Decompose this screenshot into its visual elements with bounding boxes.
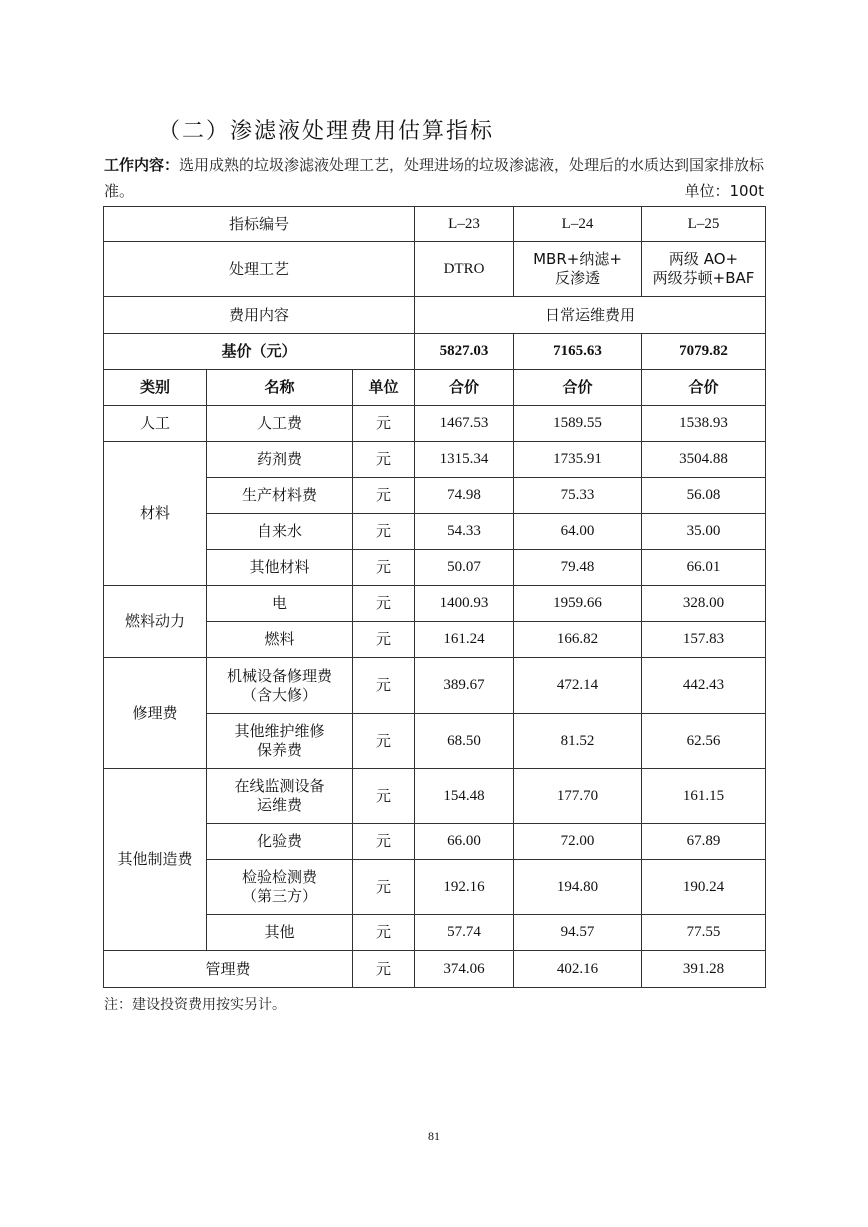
value-cell: 66.01 (642, 550, 766, 586)
item-name: 检验检测费 （第三方） (207, 860, 353, 915)
value-cell: 72.00 (514, 824, 642, 860)
base-price-cell: 7165.63 (514, 334, 642, 370)
management-row (104, 951, 766, 988)
table-body (104, 207, 766, 988)
item-name: 机械设备修理费 （含大修） (207, 658, 353, 714)
process-row (104, 242, 766, 297)
category-cell: 人工 (104, 406, 207, 442)
base-price-cell: 7079.82 (642, 334, 766, 370)
work-content-label: 工作内容： (104, 156, 180, 174)
process-cell: DTRO (415, 242, 514, 297)
item-unit: 元 (353, 860, 415, 915)
value-cell: 328.00 (642, 586, 766, 622)
item-unit: 元 (353, 442, 415, 478)
cost-content-label: 费用内容 (104, 297, 415, 334)
unit-label: 单位：100t (684, 182, 764, 200)
value-cell: 1400.93 (415, 586, 514, 622)
item-name: 自来水 (207, 514, 353, 550)
item-unit: 元 (353, 769, 415, 824)
col-header-name: 名称 (207, 370, 353, 406)
cost-content-value: 日常运维费用 (415, 297, 766, 334)
table-row (104, 586, 766, 622)
col-header-category: 类别 (104, 370, 207, 406)
value-cell: 177.70 (514, 769, 642, 824)
value-cell: 81.52 (514, 714, 642, 769)
value-cell: 74.98 (415, 478, 514, 514)
item-name: 其他 (207, 915, 353, 951)
index-code-row (104, 207, 766, 242)
value-cell: 190.24 (642, 860, 766, 915)
value-cell: 157.83 (642, 622, 766, 658)
value-cell: 50.07 (415, 550, 514, 586)
code-cell: L–25 (642, 207, 766, 242)
value-cell: 54.33 (415, 514, 514, 550)
col-header-unit: 单位 (353, 370, 415, 406)
value-cell: 1538.93 (642, 406, 766, 442)
value-cell: 1959.66 (514, 586, 642, 622)
work-content-text: 选用成熟的垃圾渗滤液处理工艺，处理进场的垃圾渗滤液，处理后的水质达到国家排放标准。 (104, 156, 765, 200)
value-cell: 35.00 (642, 514, 766, 550)
value-cell: 75.33 (514, 478, 642, 514)
value-cell: 68.50 (415, 714, 514, 769)
value-cell: 194.80 (514, 860, 642, 915)
value-cell: 1589.55 (514, 406, 642, 442)
value-cell: 79.48 (514, 550, 642, 586)
base-price-cell: 5827.03 (415, 334, 514, 370)
item-unit: 元 (353, 824, 415, 860)
code-cell: L–24 (514, 207, 642, 242)
item-unit: 元 (353, 478, 415, 514)
item-unit: 元 (353, 514, 415, 550)
footnote: 注：建设投资费用按实另计。 (104, 997, 286, 1013)
value-cell: 472.14 (514, 658, 642, 714)
base-price-row (104, 334, 766, 370)
page-number: 81 (428, 1129, 440, 1143)
item-name: 电 (207, 586, 353, 622)
col-header-total: 合价 (642, 370, 766, 406)
table-row (104, 406, 766, 442)
item-unit: 元 (353, 915, 415, 951)
value-cell: 374.06 (415, 951, 514, 988)
item-unit: 元 (353, 658, 415, 714)
value-cell: 56.08 (642, 478, 766, 514)
item-name: 燃料 (207, 622, 353, 658)
item-name: 其他材料 (207, 550, 353, 586)
item-name: 其他维护维修 保养费 (207, 714, 353, 769)
process-cell: 两级 AO+ 两级芬顿+BAF (642, 242, 766, 297)
process-cell: MBR+纳滤+ 反渗透 (514, 242, 642, 297)
table-row (104, 442, 766, 478)
section-title: （二）渗滤液处理费用估算指标 (158, 119, 495, 144)
col-header-total: 合价 (514, 370, 642, 406)
value-cell: 161.15 (642, 769, 766, 824)
process-label: 处理工艺 (104, 242, 415, 297)
value-cell: 161.24 (415, 622, 514, 658)
cost-content-row (104, 297, 766, 334)
cost-index-table (103, 206, 766, 988)
item-unit: 元 (353, 714, 415, 769)
category-cell: 其他制造费 (104, 769, 207, 951)
value-cell: 154.48 (415, 769, 514, 824)
value-cell: 94.57 (514, 915, 642, 951)
item-unit: 元 (353, 406, 415, 442)
value-cell: 402.16 (514, 951, 642, 988)
code-cell: L–23 (415, 207, 514, 242)
item-unit: 元 (353, 586, 415, 622)
item-name: 人工费 (207, 406, 353, 442)
value-cell: 166.82 (514, 622, 642, 658)
value-cell: 391.28 (642, 951, 766, 988)
table-row (104, 658, 766, 714)
value-cell: 389.67 (415, 658, 514, 714)
col-header-total: 合价 (415, 370, 514, 406)
category-cell: 燃料动力 (104, 586, 207, 658)
item-name: 药剂费 (207, 442, 353, 478)
category-cell: 修理费 (104, 658, 207, 769)
value-cell: 77.55 (642, 915, 766, 951)
item-unit: 元 (353, 550, 415, 586)
value-cell: 62.56 (642, 714, 766, 769)
item-unit: 元 (353, 951, 415, 988)
value-cell: 442.43 (642, 658, 766, 714)
value-cell: 3504.88 (642, 442, 766, 478)
item-name: 生产材料费 (207, 478, 353, 514)
column-header-row (104, 370, 766, 406)
value-cell: 1315.34 (415, 442, 514, 478)
index-code-label: 指标编号 (104, 207, 415, 242)
value-cell: 192.16 (415, 860, 514, 915)
value-cell: 57.74 (415, 915, 514, 951)
base-price-label: 基价（元） (104, 334, 415, 370)
management-label: 管理费 (104, 951, 353, 988)
value-cell: 67.89 (642, 824, 766, 860)
table-row (104, 769, 766, 824)
item-name: 在线监测设备 运维费 (207, 769, 353, 824)
value-cell: 1467.53 (415, 406, 514, 442)
item-unit: 元 (353, 622, 415, 658)
value-cell: 64.00 (514, 514, 642, 550)
value-cell: 1735.91 (514, 442, 642, 478)
work-content (104, 152, 766, 204)
item-name: 化验费 (207, 824, 353, 860)
value-cell: 66.00 (415, 824, 514, 860)
category-cell: 材料 (104, 442, 207, 586)
